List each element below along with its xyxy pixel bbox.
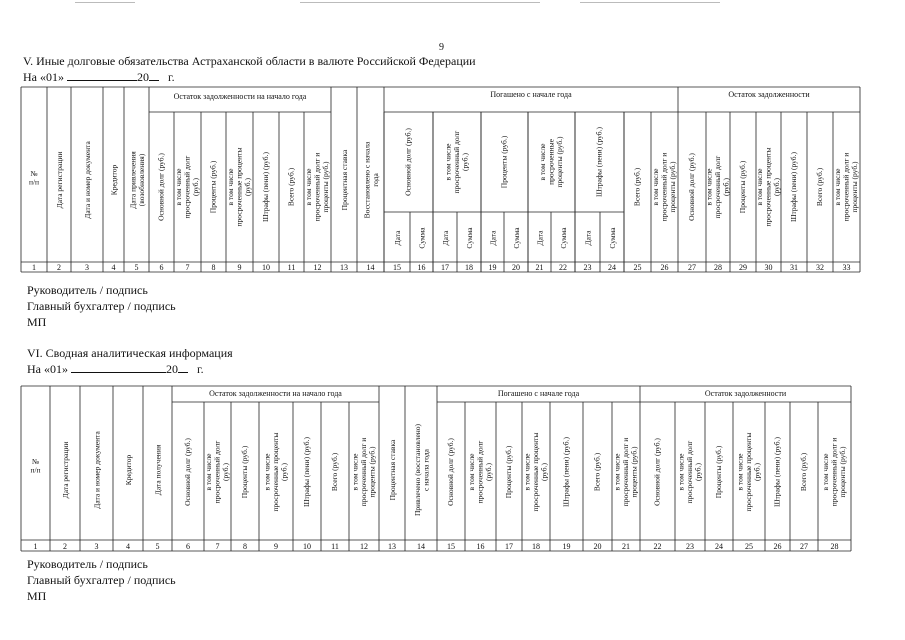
table5-header-13: Восстановлено с началагода xyxy=(362,141,380,219)
table6-end-sub-3: в том числепросроченные проценты(руб.) xyxy=(735,432,762,512)
table5-repaid-total: Всего (руб.) xyxy=(632,167,642,207)
table6-col-number: 27 xyxy=(800,542,808,551)
section6-date-prefix: На «01» xyxy=(27,362,68,376)
section6-date-line xyxy=(27,361,204,377)
table5-col-number: 14 xyxy=(366,263,375,272)
table5-col-number: 3 xyxy=(85,263,89,272)
table6-group-end-title: Остаток задолженности xyxy=(704,389,787,398)
signature-accountant-1: Главный бухгалтер / подпись xyxy=(27,299,176,313)
table5-col-number: 20 xyxy=(512,263,520,272)
table5-col-number: 32 xyxy=(816,263,824,272)
table6-col-number: 17 xyxy=(505,542,513,551)
table5-col-number: 19 xyxy=(488,263,497,272)
table5-sum-label: Сумма xyxy=(512,227,521,249)
table6-col-number: 10 xyxy=(303,542,311,551)
table6-col-number: 19 xyxy=(562,542,571,551)
table6-col-number: 21 xyxy=(622,542,630,551)
table5-date-label: Дата xyxy=(441,230,450,246)
table6-header-4: Дата получения xyxy=(153,444,163,496)
table5-date-label: Дата xyxy=(535,230,545,246)
section5-signature-block xyxy=(27,282,176,330)
table6-col-number: 25 xyxy=(745,542,753,551)
table6-col-number: 6 xyxy=(186,542,190,551)
table5-col-number: 33 xyxy=(842,263,851,272)
page-number: 9 xyxy=(439,42,444,53)
table6-col-number: 23 xyxy=(686,542,694,551)
signature-stamp-2: МП xyxy=(27,589,47,603)
table5-end-sub-5: Всего (руб.) xyxy=(815,167,824,207)
section6-date-suffix: г. xyxy=(197,362,204,376)
table6-start-sub-6: в том числепросроченный долг ипроценты (руб.) xyxy=(350,437,377,507)
table6-group-start-title: Остаток задолженности на начало года xyxy=(209,389,342,398)
table6-col-number: 4 xyxy=(126,542,130,551)
table6-end-sub-1: в том числепросроченный долг(руб.) xyxy=(676,440,703,504)
section6-date-blank xyxy=(71,361,166,373)
table5-start-sub-2: Проценты (руб.) xyxy=(208,160,218,214)
table5-repaid-pair-3: в том числепросроченныепроценты (руб.) xyxy=(538,136,564,188)
table5-sum-label: Сумма xyxy=(559,227,568,249)
table5-header-4: Дата привлечения(возобновления) xyxy=(128,151,146,209)
table6-col-number: 20 xyxy=(593,542,602,551)
table5-sum-label: Сумма xyxy=(465,227,474,249)
table6-header-num: № п/п xyxy=(30,456,41,475)
table6-col-number: 22 xyxy=(653,542,662,551)
table6-header-3: Кредитор xyxy=(124,454,133,486)
table5-col-number: 8 xyxy=(211,263,216,272)
table5-date-label: Дата xyxy=(583,230,593,246)
table5-repaid-pair-1: в том числепросроченный долг(руб.) xyxy=(443,130,470,194)
table5-end-sub-2: Проценты (руб.) xyxy=(738,160,747,214)
table5-col-number: 21 xyxy=(535,263,544,272)
table6-col-number: 7 xyxy=(215,542,220,551)
table6-header-12: Процентная ставка xyxy=(388,439,397,501)
table5-start-sub-4: Штрафы (пени) (руб.) xyxy=(261,151,270,223)
signature-head-2: Руководитель / подпись xyxy=(27,557,148,571)
table5-date-label: Дата xyxy=(488,230,498,246)
table6-col-number: 2 xyxy=(63,542,67,551)
table6-start-sub-1: в том числепросроченный долг(руб.) xyxy=(204,440,230,504)
table6-group-repaid-title: Погашено с начале года xyxy=(497,389,580,398)
table6-start-sub-3: в том числепросроченные проценты(руб.) xyxy=(262,432,289,512)
section5-title: V. Иные долговые обязательства Астраханской области в валюте Российской Федерации xyxy=(23,54,476,68)
table5-col-number: 6 xyxy=(159,263,164,272)
table5-end-sub-6: в том числепросроченный долг ипроценты (руб.) xyxy=(833,152,859,222)
table5-col-number: 5 xyxy=(134,263,139,272)
table6-col-number: 14 xyxy=(417,542,425,551)
table5-col-number: 10 xyxy=(262,263,270,272)
table5-col-number: 2 xyxy=(57,263,61,272)
table5-header-12: Процентная ставка xyxy=(340,149,349,211)
section6-date-blank-2 xyxy=(178,361,188,373)
table5-start-sub-3: в том числепросроченные проценты(руб.) xyxy=(226,147,252,227)
table6-end-sub-5: Всего (руб.) xyxy=(799,452,808,492)
table6-col-number: 9 xyxy=(274,542,278,551)
table6-start-sub-2: Проценты (руб.) xyxy=(240,445,249,499)
table5-repaid-pair-2: Проценты (руб.) xyxy=(499,135,509,189)
table6-header-1: Дата регистрации xyxy=(61,441,70,499)
table5-col-number: 1 xyxy=(32,263,36,272)
table5-col-number: 27 xyxy=(688,263,696,272)
table6-col-number: 5 xyxy=(155,542,160,551)
table6-col-number: 26 xyxy=(773,542,782,551)
section5-date-year: 20 xyxy=(137,70,149,84)
table5-repaid-pair-4: Штрафы (пени) (руб.) xyxy=(594,126,604,198)
table6-start-sub-0: Основной долг (руб.) xyxy=(183,438,192,506)
table5-col-number: 26 xyxy=(660,263,669,272)
table5-end-sub-4: Штрафы (пени) (руб.) xyxy=(789,151,798,223)
table6-col-number: 12 xyxy=(360,542,368,551)
table6-col-number: 3 xyxy=(94,542,99,551)
table5-group-end-title: Остаток задолженности xyxy=(728,90,810,99)
table5-col-number: 22 xyxy=(559,263,567,272)
table6-repaid-sub-5: Всего (руб.) xyxy=(592,452,602,492)
table5-start-sub-1: в том числепросроченный долг(руб.) xyxy=(174,155,200,219)
table5-sum-label: Сумма xyxy=(608,227,617,249)
table5-col-number: 18 xyxy=(465,263,473,272)
table5-col-number: 25 xyxy=(633,263,642,272)
table5-col-number: 29 xyxy=(739,263,747,272)
section6-signature-block xyxy=(27,556,176,604)
section5-date-suffix: г. xyxy=(168,70,175,84)
table5-col-number: 28 xyxy=(714,263,722,272)
table5-group-repaid-title: Погашено с начале года xyxy=(490,90,572,99)
table6-col-number: 1 xyxy=(33,542,38,551)
table5-header-2: Дата и номер документа xyxy=(83,141,92,219)
table5-col-number: 9 xyxy=(237,263,242,272)
table6-header-2: Дата и номер документа xyxy=(92,431,102,509)
table6-start-sub-5: Всего (руб.) xyxy=(330,452,339,492)
table6-repaid-sub-2: Проценты (руб.) xyxy=(504,445,513,499)
table6-header-13: Привлечено (восстановлено)с начала года xyxy=(412,423,431,517)
table6-end-sub-0: Основной долг (руб.) xyxy=(652,438,662,506)
table6-col-number: 16 xyxy=(476,542,485,551)
table6-repaid-sub-1: в том числепросроченный долг(руб.) xyxy=(467,440,493,504)
table5-col-number: 23 xyxy=(583,263,592,272)
signature-head-1: Руководитель / подпись xyxy=(27,283,148,297)
table5-col-number: 31 xyxy=(790,263,798,272)
table5-end-sub-0: Основной долг (руб.) xyxy=(687,153,696,221)
table6-repaid-sub-6: в том числепросроченный долг ипроценты (руб.) xyxy=(612,437,639,507)
table5-header-3: Кредитор xyxy=(109,164,119,196)
table5-group-start-title: Остаток задолженности на начало года xyxy=(173,92,307,101)
table5-col-number: 12 xyxy=(313,263,322,272)
section6-title: VI. Сводная аналитическая информация xyxy=(27,346,233,360)
table5-end-sub-3: в том числепросроченные проценты(руб.) xyxy=(755,147,781,227)
table6-col-number: 24 xyxy=(715,542,723,551)
table6-start-sub-4: Штрафы (пени) (руб.) xyxy=(302,436,311,508)
table6-col-number: 28 xyxy=(830,542,839,551)
section6-date-year: 20 xyxy=(166,362,178,376)
table6-col-number: 13 xyxy=(388,542,396,551)
table6-col-number: 18 xyxy=(532,542,540,551)
table5-col-number: 11 xyxy=(287,263,296,272)
table5-col-number: 16 xyxy=(417,263,426,272)
table6-end-sub-6: в том числепросроченный долг ипроценты (руб.) xyxy=(821,437,847,507)
table5-start-sub-5: Всего (руб.) xyxy=(286,167,296,207)
table5-col-number: 13 xyxy=(340,263,348,272)
table5-col-number: 4 xyxy=(111,263,116,272)
table5-start-sub-0: Основной долг (руб.) xyxy=(156,153,166,221)
table5-col-number: 30 xyxy=(764,263,773,272)
table5-date-label: Дата xyxy=(393,230,402,246)
table5-col-number: 15 xyxy=(393,263,401,272)
table6-repaid-sub-0: Основной долг (руб.) xyxy=(446,438,455,506)
table5-end-sub-1: в том числепросроченный долг(руб.) xyxy=(704,155,731,219)
table5-sum-label: Сумма xyxy=(417,227,427,249)
table5-repaid-overdue-total: в том числепросроченный долг ипроценты (руб.) xyxy=(651,152,677,222)
table6-repaid-sub-4: Штрафы (пени) (руб.) xyxy=(561,436,571,508)
table5-header-num: № п/п xyxy=(28,168,40,187)
signature-stamp-1: МП xyxy=(27,315,47,329)
table5-repaid-pair-0: Основной долг (руб.) xyxy=(403,128,413,196)
table6-col-number: 8 xyxy=(243,542,247,551)
table5-col-number: 24 xyxy=(608,263,616,272)
table5-col-number: 17 xyxy=(441,263,449,272)
table6-col-number: 15 xyxy=(447,542,455,551)
table5-col-number: 7 xyxy=(185,263,190,272)
table6-end-sub-2: Проценты (руб.) xyxy=(714,445,723,499)
table6-repaid-sub-3: в том числепросроченные проценты(руб.) xyxy=(522,432,549,512)
signature-accountant-2: Главный бухгалтер / подпись xyxy=(27,573,176,587)
table6-end-sub-4: Штрафы (пени) (руб.) xyxy=(772,436,782,508)
section5-date-prefix: На «01» xyxy=(23,70,64,84)
table5-header-1: Дата регистрации xyxy=(55,151,64,209)
table6-col-number: 11 xyxy=(331,542,339,551)
table5-start-sub-6: в том числепросроченный долг ипроценты (руб.) xyxy=(304,152,330,222)
